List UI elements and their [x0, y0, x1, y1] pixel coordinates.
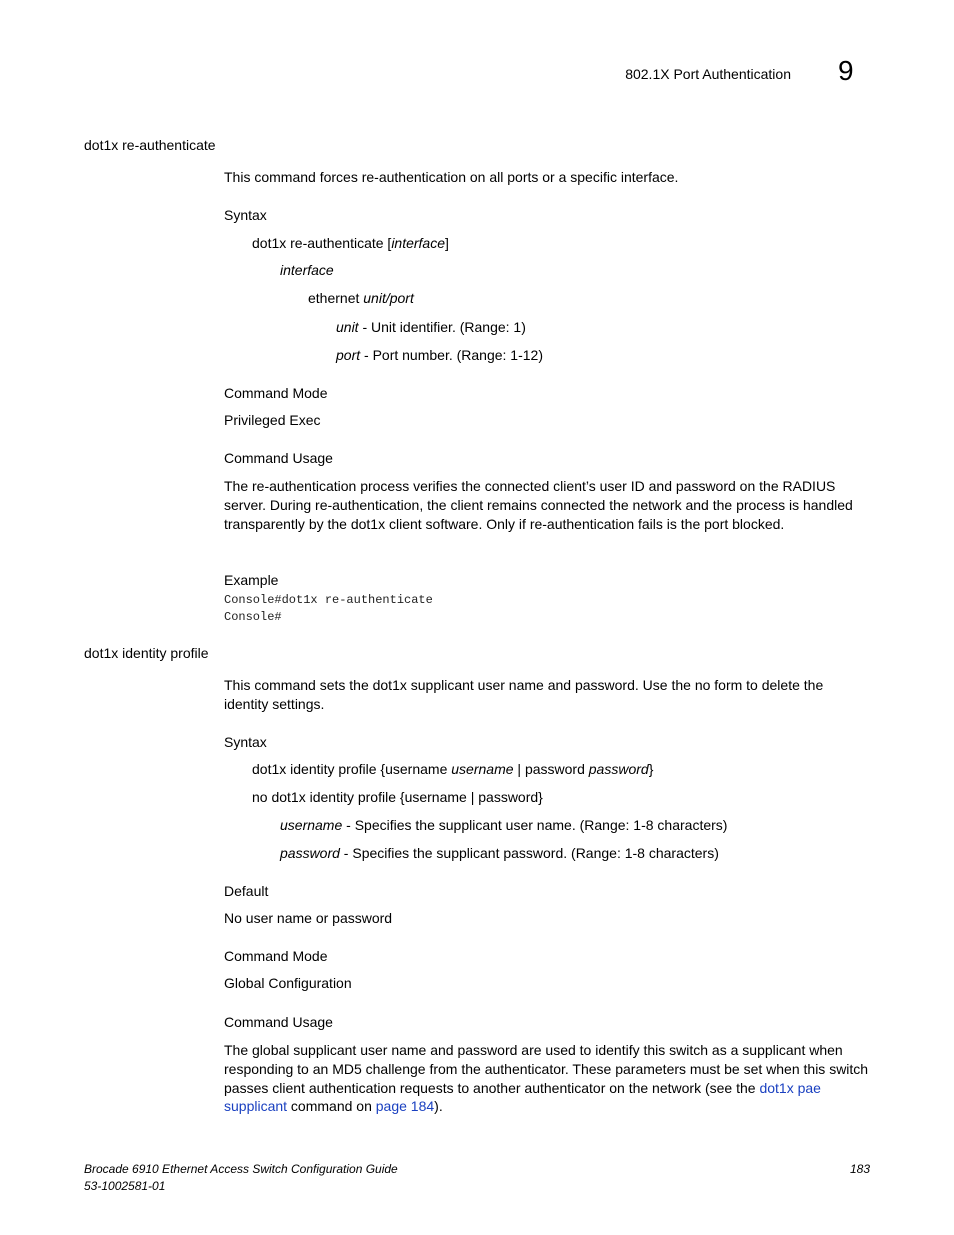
command-usage-text: The global supplicant user name and password are used to identify this switch as a supplicant when responding to an MD5 challenge from the authenticator. These parameters must be set when this switch passes client authentication requests to another authenticator on the network (see the dot1x pae supplicant command on page 184).	[224, 1042, 869, 1115]
command-usage-heading: Command Usage	[224, 1014, 333, 1030]
footer-document-id: 53-1002581-01	[84, 1179, 166, 1193]
syntax-command: dot1x re-authenticate	[252, 235, 384, 251]
chapter-number: 9	[838, 55, 854, 86]
command-usage-text: The re-authentication process verifies the connected client’s user ID and password on the RADIUS server. During re-authentication, the client remains connected the network and the process is handled transparently by the dot1x client software. Only if re-authentication fails is the port blocked.	[224, 478, 853, 532]
command-title-identity-profile: dot1x identity profile	[84, 645, 209, 661]
link-page-184[interactable]: page 184	[375, 1098, 435, 1115]
syntax-line: dot1x identity profile {username username | password password}	[252, 761, 654, 777]
command-mode: Global Configuration	[224, 975, 352, 991]
command-mode-heading: Command Mode	[224, 385, 328, 401]
syntax-parameter: interface	[391, 235, 446, 251]
syntax-line: dot1x re-authenticate [interface]	[252, 235, 449, 251]
command-intro: This command forces re-authentication on all ports or a specific interface.	[224, 169, 679, 185]
syntax-heading: Syntax	[224, 734, 267, 750]
command-mode: Privileged Exec	[224, 412, 321, 428]
syntax-line-no-form: no dot1x identity profile {username | password}	[252, 789, 543, 805]
example-code-line: Console#	[224, 610, 282, 624]
command-usage-heading: Command Usage	[224, 450, 333, 466]
default-value: No user name or password	[224, 910, 393, 926]
parameter-ethernet: ethernet unit/port	[308, 290, 414, 306]
parameter-password: password - Specifies the supplicant password. (Range: 1-8 characters)	[280, 845, 719, 861]
parameter-unit: unit - Unit identifier. (Range: 1)	[336, 319, 526, 335]
example-heading: Example	[224, 572, 279, 588]
default-heading: Default	[224, 883, 269, 899]
command-title-reauthenticate: dot1x re-authenticate	[84, 137, 216, 153]
keyword-no: no	[694, 677, 711, 693]
command-intro: This command sets the dot1x supplicant user name and password. Use the no form to delete the identity settings.	[224, 677, 824, 712]
link-dot1x-pae-supplicant[interactable]: dot1x pae supplicant	[224, 1079, 821, 1115]
example-code-line: Console#dot1x re-authenticate	[224, 593, 433, 607]
parameter-interface: interface	[280, 262, 334, 278]
parameter-port: port - Port number. (Range: 1-12)	[336, 347, 543, 363]
footer-page-number: 183	[849, 1162, 870, 1176]
syntax-heading: Syntax	[224, 207, 267, 223]
footer-document-title: Brocade 6910 Ethernet Access Switch Configuration Guide	[84, 1162, 398, 1176]
command-mode-heading: Command Mode	[224, 948, 328, 964]
running-header-section: 802.1X Port Authentication	[625, 66, 791, 82]
parameter-username: username - Specifies the supplicant user name. (Range: 1-8 characters)	[280, 817, 728, 833]
